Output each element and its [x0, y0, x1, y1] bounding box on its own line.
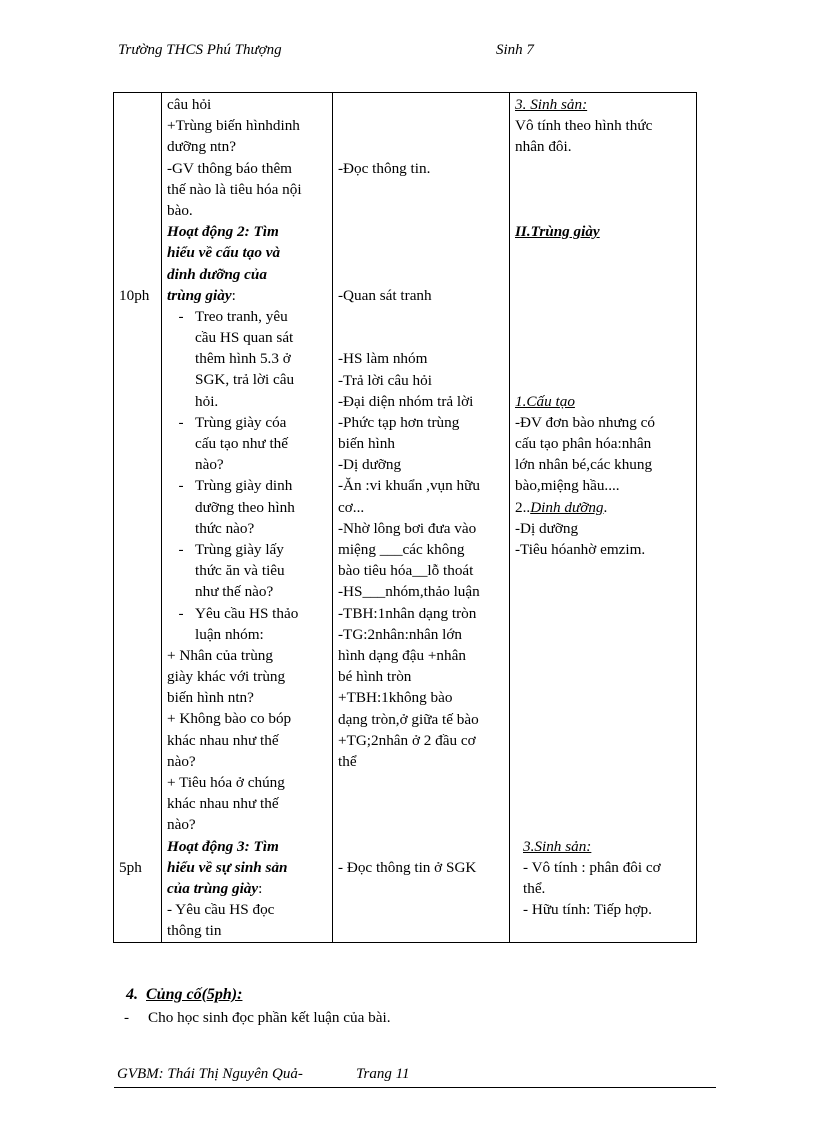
list-item: - Trùng giày cóa cấu tạo như thế nào?	[178, 413, 288, 474]
section-4-heading: 4. Củng cố(5ph):	[126, 986, 243, 1003]
list-item: - Trùng giày dinh dưỡng theo hình thức nào?	[178, 477, 295, 537]
activity-2-heading: Hoạt động 2: Tìm	[167, 223, 279, 241]
header-school: Trường THCS Phú Thượng	[118, 42, 282, 58]
section-dinh-duong: Dinh dưỡng	[530, 498, 604, 516]
lesson-table	[113, 92, 697, 943]
page-number: Trang 11	[356, 1066, 410, 1082]
time-5ph: 5ph	[119, 859, 142, 877]
footer-divider	[114, 1087, 716, 1088]
time-column	[114, 93, 162, 943]
list-item: - Cho học sinh đọc phần kết luận của bài.	[124, 1009, 391, 1026]
time-10ph: 10ph	[119, 286, 150, 304]
section-trung-giay: II.Trùng giày	[515, 223, 600, 241]
footer-teacher: GVBM: Thái Thị Nguyên Quả-	[117, 1066, 303, 1082]
table-row	[114, 93, 697, 943]
list-item: - Yêu cầu HS thảo luận nhóm:	[178, 604, 299, 643]
activity-3-heading: Hoạt động 3: Tìm	[167, 837, 279, 855]
content-column: 3. Sinh sản: Vô tính theo hình thức nhân đôi. II.Trùng giày 1.Cấu tạo -ĐV đơn bào nhưng có cấu tạo phân hóa:nhân lớn nhân bé,các khung bào,miệng hầu.... 2..Dinh dưỡng. -Dị dưỡng -Tiêu hóanhờ emzim. 3.Sinh sản: - Vô tính : phân đôi cơ thể. - Hữu tính: Tiếp hợp.	[510, 93, 697, 943]
footer	[117, 1066, 410, 1083]
teacher-activity-column: câu hỏi +Trùng biến hìnhdinh dưỡng ntn? -GV thông báo thêm thế nào là tiêu hóa nội bào. Hoạt động 2: Tìm hiểu về cấu tạo và dinh dưỡng của trùng giày: - Treo tranh, yêu cầu HS quan sát thêm hình 5.3 ở SGK, trả lời câu hỏi. - Trùng giày cóa cấu tạo như thế nào? - Trùng giày dinh dưỡng theo hình thức nào? - Trùng giày lấy thức ăn và tiêu như thế nào? - Yêu cầu HS thảo luận nhóm: + Nhân của trùng giày khác với trùng biến hình ntn? + Không bào co bóp khác nhau như thế nào? + Tiêu hóa ở chúng khác nhau như thế nào? Hoạt động 3: Tìm hiểu về sự sinh sản của trùng giày: - Yêu cầu HS đọc thông tin	[162, 93, 333, 943]
section-sinh-san: 3. Sinh sản:	[515, 96, 588, 113]
student-activity-column: -Đọc thông tin. -Quan sát tranh -HS làm nhóm -Trả lời câu hỏi -Đại diện nhóm trả lời -Phức tạp hơn trùng biến hình -Dị dưỡng -Ăn :vi khuẩn ,vụn hữu cơ... -Nhờ lông bơi đưa vào miệng ___các không bào tiêu hóa__lỗ thoát -HS___nhóm,thảo luận -TBH:1nhân dạng tròn -TG:2nhân:nhân lớn hình dạng đậu +nhân bé hình tròn +TBH:1không bào dạng tròn,ở giữa tế bào +TG;2nhân ở 2 đầu cơ thể - Đọc thông tin ở SGK	[333, 93, 510, 943]
header-subject: Sinh 7	[496, 42, 534, 58]
section-cau-tao: 1.Cấu tạo	[515, 392, 575, 410]
list-item: - Trùng giày lấy thức ăn và tiêu như thế nào?	[178, 540, 285, 601]
list-item: - Treo tranh, yêu cầu HS quan sát thêm hình 5.3 ở SGK, trả lời câu hỏi.	[178, 307, 295, 410]
section-sinh-san-2: 3.Sinh sản:	[523, 837, 592, 855]
